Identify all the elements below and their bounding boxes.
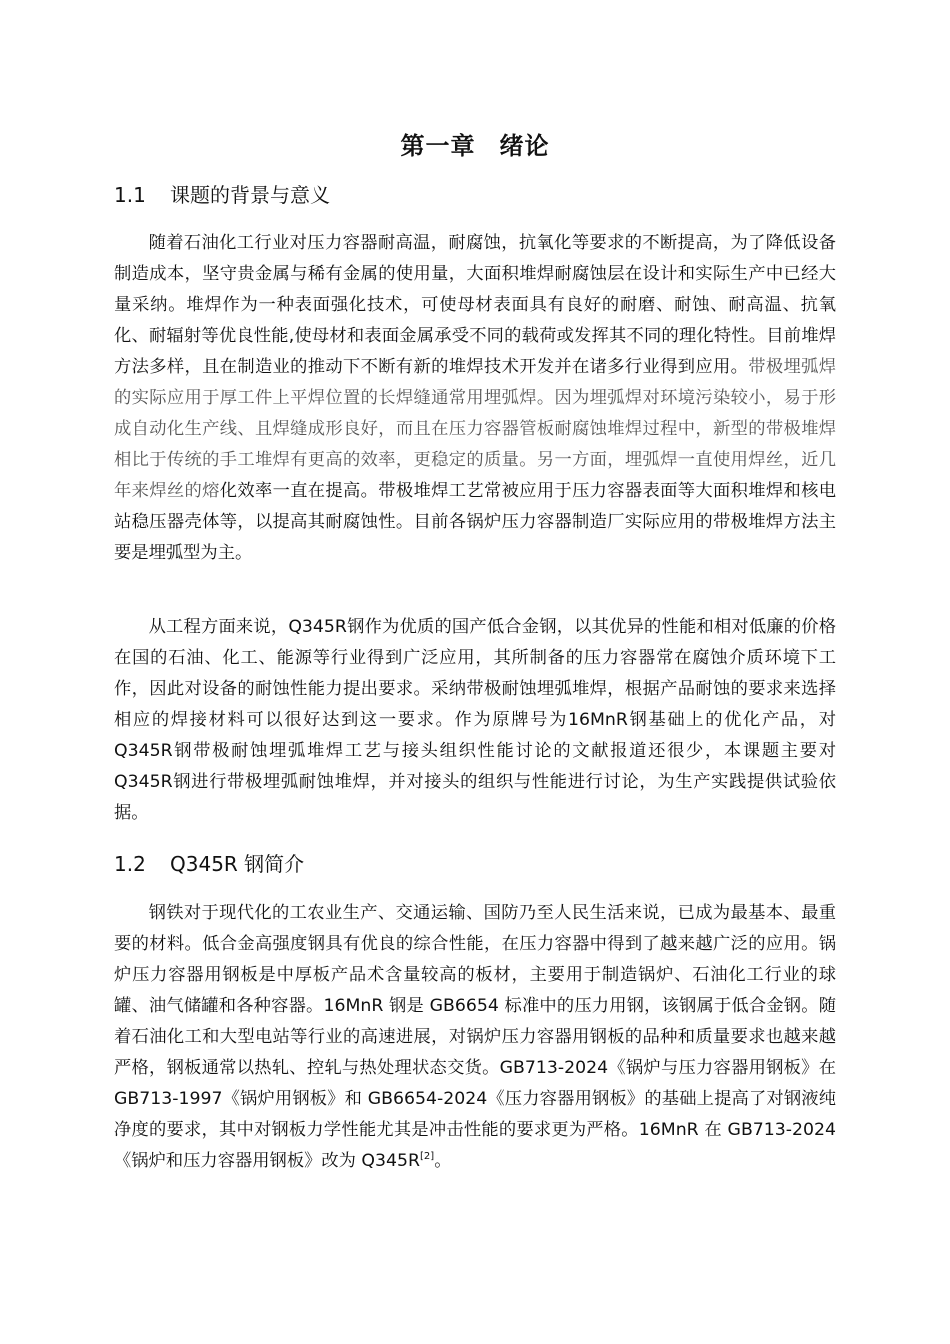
section-title: 课题的背景与意义 — [170, 183, 330, 207]
paragraph-q345r-intro — [114, 898, 836, 1177]
paragraph-text: 随着石油化工行业对压力容器耐高温，耐腐蚀，抗氧化等要求的不断提高，为了降低设备制造成本，坚守贵金属与稀有金属的使用量，大面积堆焊耐腐蚀层在设计和实际生产中已经大量采纳。堆焊作为一种表面强化技术，可使母材表面具有良好的耐磨、耐蚀、耐高温、抗氧化、耐辐射等优良性能,使母材和表面金属承受不同的载荷或发挥其不同的理化特性。目前堆焊方法多样，且在制造业的推动下不断有新的堆焊技术开发并在诸多行业得到应用。 — [114, 233, 836, 377]
section-heading-1-1 — [114, 180, 330, 210]
paragraph-text: 化效率一直在提高。带极堆焊工艺常被应用于压力容器表面等大面积堆焊和核电站稳压器壳体等，以提高其耐腐蚀性。目前各锅炉压力容器制造厂实际应用的带极堆焊方法主要是埋弧型为主。 — [114, 481, 836, 563]
chapter-number: 第一章 — [400, 132, 476, 160]
section-number: 1.1 — [114, 183, 146, 207]
chapter-title — [0, 128, 950, 164]
section-title: Q345R 钢简介 — [170, 852, 305, 876]
citation-reference: [2] — [420, 1151, 435, 1163]
paragraph-engineering — [114, 612, 836, 829]
paragraph-end: 。 — [434, 1151, 452, 1171]
paragraph-text: 钢铁对于现代化的工农业生产、交通运输、国防乃至人民生活来说，已成为最基本、最重要的材料。低合金高强度钢具有优良的综合性能，在压力容器中得到了越来越广泛的应用。锅炉压力容器用钢板是中厚板产品术含量较高的板材，主要用于制造锅炉、石油化工行业的球罐、油气储罐和各种容器。16MnR 钢是 GB6654 标准中的压力用钢，该钢属于低合金钢。随着石油化工和大型电站等行业的高速进展，对锅炉压力容器用钢板的品种和质量要求也越来越严格，钢板通常以热轧、控轧与热处理状态交货。GB713-2024《锅炉与压力容器用钢板》在 GB713-1997《锅炉用钢板》和 GB6654-2024《压力容器用钢板》的基础上提高了对钢液纯净度的要求，其中对钢板力学性能尤其是冲击性能的要求更为严格。16MnR 在 GB713-2024《锅炉和压力容器用钢板》改为 Q345R — [114, 903, 836, 1171]
paragraph-text: 从工程方面来说，Q345R钢作为优质的国产低合金钢，以其优异的性能和相对低廉的价格在国的石油、化工、能源等行业得到广泛应用，其所制备的压力容器常在腐蚀介质环境下工作，因此对设备的耐蚀性能力提出要求。采纳带极耐蚀埋弧堆焊，根据产品耐蚀的要求来选择相应的焊接材料可以很好达到这一要求。作为原牌号为16MnR钢基础上的优化产品，对Q345R钢带极耐蚀埋弧堆焊工艺与接头组织性能讨论的文献报道还很少，本课题主要对Q345R钢进行带极埋弧耐蚀堆焊，并对接头的组织与性能进行讨论，为生产实践提供试验依据。 — [114, 617, 836, 823]
chapter-title-text: 绪论 — [499, 132, 550, 160]
paragraph-text-muted: 带极埋弧焊的实际应用于厚工件上平焊位置的长焊缝通常用埋弧焊。因为埋弧焊对环境污染较小，易于形成自动化生产线、且焊缝成形良好，而且在压力容器管板耐腐蚀堆焊过程中，新型的带极堆焊相比于传统的手工堆焊有更高的效率，更稳定的质量。另一方面，埋弧焊一直使用焊丝，近几年来焊丝的熔 — [114, 357, 836, 501]
paragraph-background — [114, 228, 836, 569]
section-heading-1-2 — [114, 849, 304, 879]
section-number: 1.2 — [114, 852, 146, 876]
